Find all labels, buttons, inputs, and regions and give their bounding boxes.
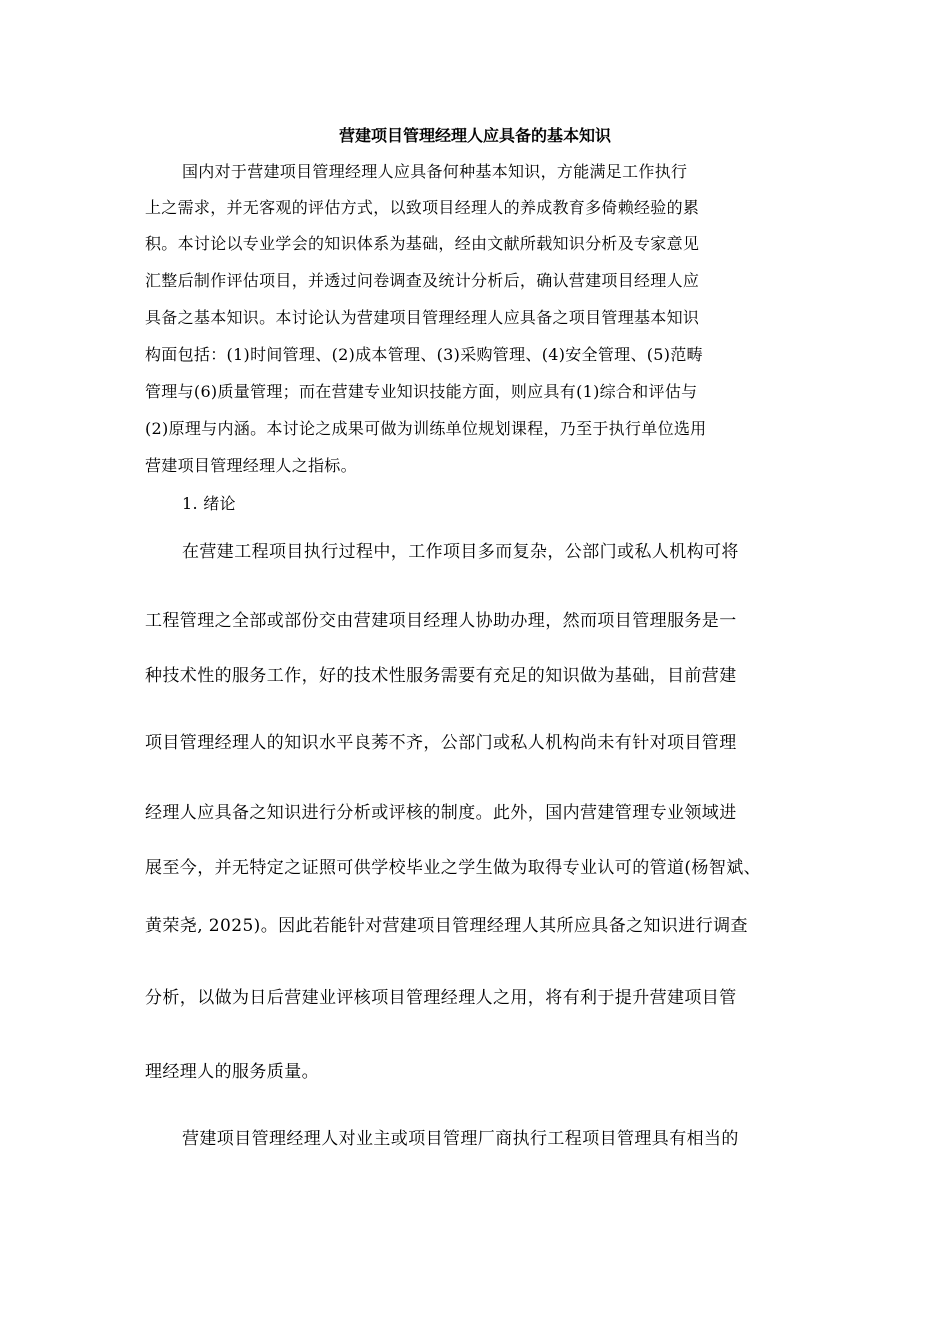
abstract-line: (2)原理与内涵。本讨论之成果可做为训练单位规划课程，乃至于执行单位选用 xyxy=(145,419,707,438)
intro-line: 分析，以做为日后营建业评核项目管理经理人之用，将有利于提升营建项目管 xyxy=(145,988,737,1008)
intro-line: 经理人应具备之知识进行分析或评核的制度。此外，国内营建管理专业领域进 xyxy=(145,803,737,823)
intro-line: 项目管理经理人的知识水平良莠不齐，公部门或私人机构尚未有针对项目管理 xyxy=(145,733,737,753)
intro-line: 黄荣尧, 2025)。因此若能针对营建项目管理经理人其所应具备之知识进行调查 xyxy=(145,916,748,936)
abstract-line: 上之需求，并无客观的评估方式，以致项目经理人的养成教育多倚赖经验的累 xyxy=(145,198,700,217)
intro-line: 展至今，并无特定之证照可供学校毕业之学生做为取得专业认可的管道(杨智斌、 xyxy=(145,858,762,878)
document-title: 营建项目管理经理人应具备的基本知识 xyxy=(338,126,611,145)
intro-line: 工程管理之全部或部份交由营建项目经理人协助办理，然而项目管理服务是一 xyxy=(145,611,737,631)
intro-line: 理经理人的服务质量。 xyxy=(145,1062,319,1082)
abstract-line: 构面包括：(1)时间管理、(2)成本管理、(3)采购管理、(4)安全管理、(5)范畴 xyxy=(145,345,703,364)
abstract-line: 管理与(6)质量管理；而在营建专业知识技能方面，则应具有(1)综合和评估与 xyxy=(145,382,698,401)
abstract-line: 积。本讨论以专业学会的知识体系为基础，经由文献所载知识分析及专家意见 xyxy=(145,234,700,253)
intro-line: 种技术性的服务工作，好的技术性服务需要有充足的知识做为基础，目前营建 xyxy=(145,666,737,686)
paragraph-line: 营建项目管理经理人对业主或项目管理厂商执行工程项目管理具有相当的 xyxy=(182,1129,739,1149)
abstract-line: 国内对于营建项目管理经理人应具备何种基本知识，方能满足工作执行 xyxy=(182,162,688,181)
abstract-line: 汇整后制作评估项目，并透过问卷调查及统计分析后，确认营建项目经理人应 xyxy=(145,271,700,290)
section-heading: 1. 绪论 xyxy=(182,494,236,513)
intro-line: 在营建工程项目执行过程中，工作项目多而复杂，公部门或私人机构可将 xyxy=(182,542,739,562)
abstract-line: 具备之基本知识。本讨论认为营建项目管理经理人应具备之项目管理基本知识 xyxy=(145,308,700,327)
abstract-line: 营建项目管理经理人之指标。 xyxy=(145,456,357,475)
